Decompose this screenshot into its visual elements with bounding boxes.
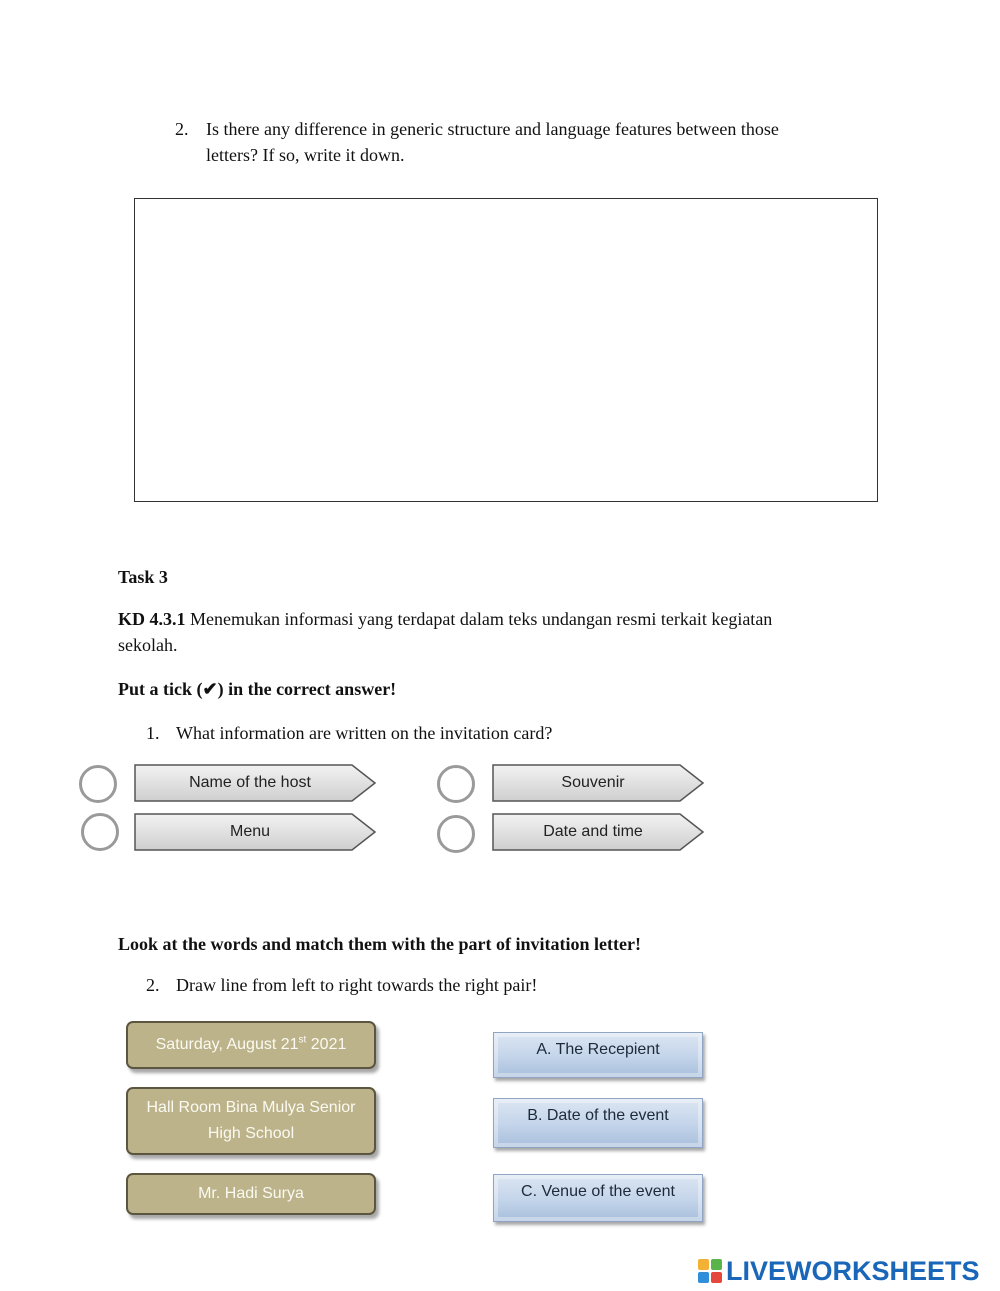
option-date-and-time [492, 813, 734, 851]
option-label: Name of the host [189, 774, 311, 791]
tick-circle-date-and-time[interactable] [437, 815, 475, 853]
person-text: Mr. Hadi Surya [198, 1185, 304, 1202]
tick-circle-souvenir[interactable] [437, 765, 475, 803]
option-label: Date and time [543, 823, 643, 840]
tick-circle-menu[interactable] [81, 813, 119, 851]
question-2b-number: 2. [146, 975, 160, 995]
option-souvenir [492, 764, 734, 802]
question-2-number: 2. [175, 119, 189, 139]
match-right-recipient[interactable] [493, 1032, 703, 1078]
logo-blocks-icon [698, 1259, 722, 1283]
question-2-line-1: Is there any difference in generic structure and language features between those [206, 119, 779, 139]
tick-circle-name-of-host[interactable] [79, 765, 117, 803]
date-text: Saturday, August 21st 2021 [155, 1034, 347, 1053]
question-2-text [206, 116, 886, 168]
match-right-venue[interactable] [493, 1174, 703, 1222]
tick-instruction: Put a tick (✔) in the correct answer! [118, 679, 397, 699]
question-1-number: 1. [146, 723, 160, 743]
kd-paragraph [118, 606, 858, 658]
kd-text-line-2: sekolah. [118, 635, 178, 655]
match-left-date[interactable] [126, 1021, 376, 1069]
match-right-date[interactable] [493, 1098, 703, 1148]
date-event-label: B. Date of the event [527, 1107, 669, 1124]
question-2-line-2: letters? If so, write it down. [206, 145, 405, 165]
question-2b-text: Draw line from left to right towards the right pair! [176, 975, 538, 995]
option-label: Souvenir [561, 774, 625, 791]
match-instruction: Look at the words and match them with the part of invitation letter! [118, 934, 641, 954]
recipient-label: A. The Recepient [536, 1041, 660, 1058]
kd-code: KD 4.3.1 [118, 609, 186, 629]
option-menu [134, 813, 376, 851]
logo-text: LIVEWORKSHEETS [726, 1255, 980, 1286]
answer-textbox[interactable] [134, 198, 878, 502]
task-title: Task 3 [118, 567, 168, 587]
option-name-of-host [134, 764, 376, 802]
venue-event-label: C. Venue of the event [521, 1183, 675, 1200]
liveworksheets-logo [698, 1256, 980, 1286]
option-label: Menu [229, 823, 271, 840]
match-left-venue[interactable] [126, 1087, 376, 1155]
question-1-text: What information are written on the invitation card? [176, 723, 553, 743]
kd-text-line-1: Menemukan informasi yang terdapat dalam teks undangan resmi terkait kegiatan [185, 609, 773, 629]
venue-text: Hall Room Bina Mulya Senior High School [146, 1099, 356, 1142]
match-left-person[interactable] [126, 1173, 376, 1215]
